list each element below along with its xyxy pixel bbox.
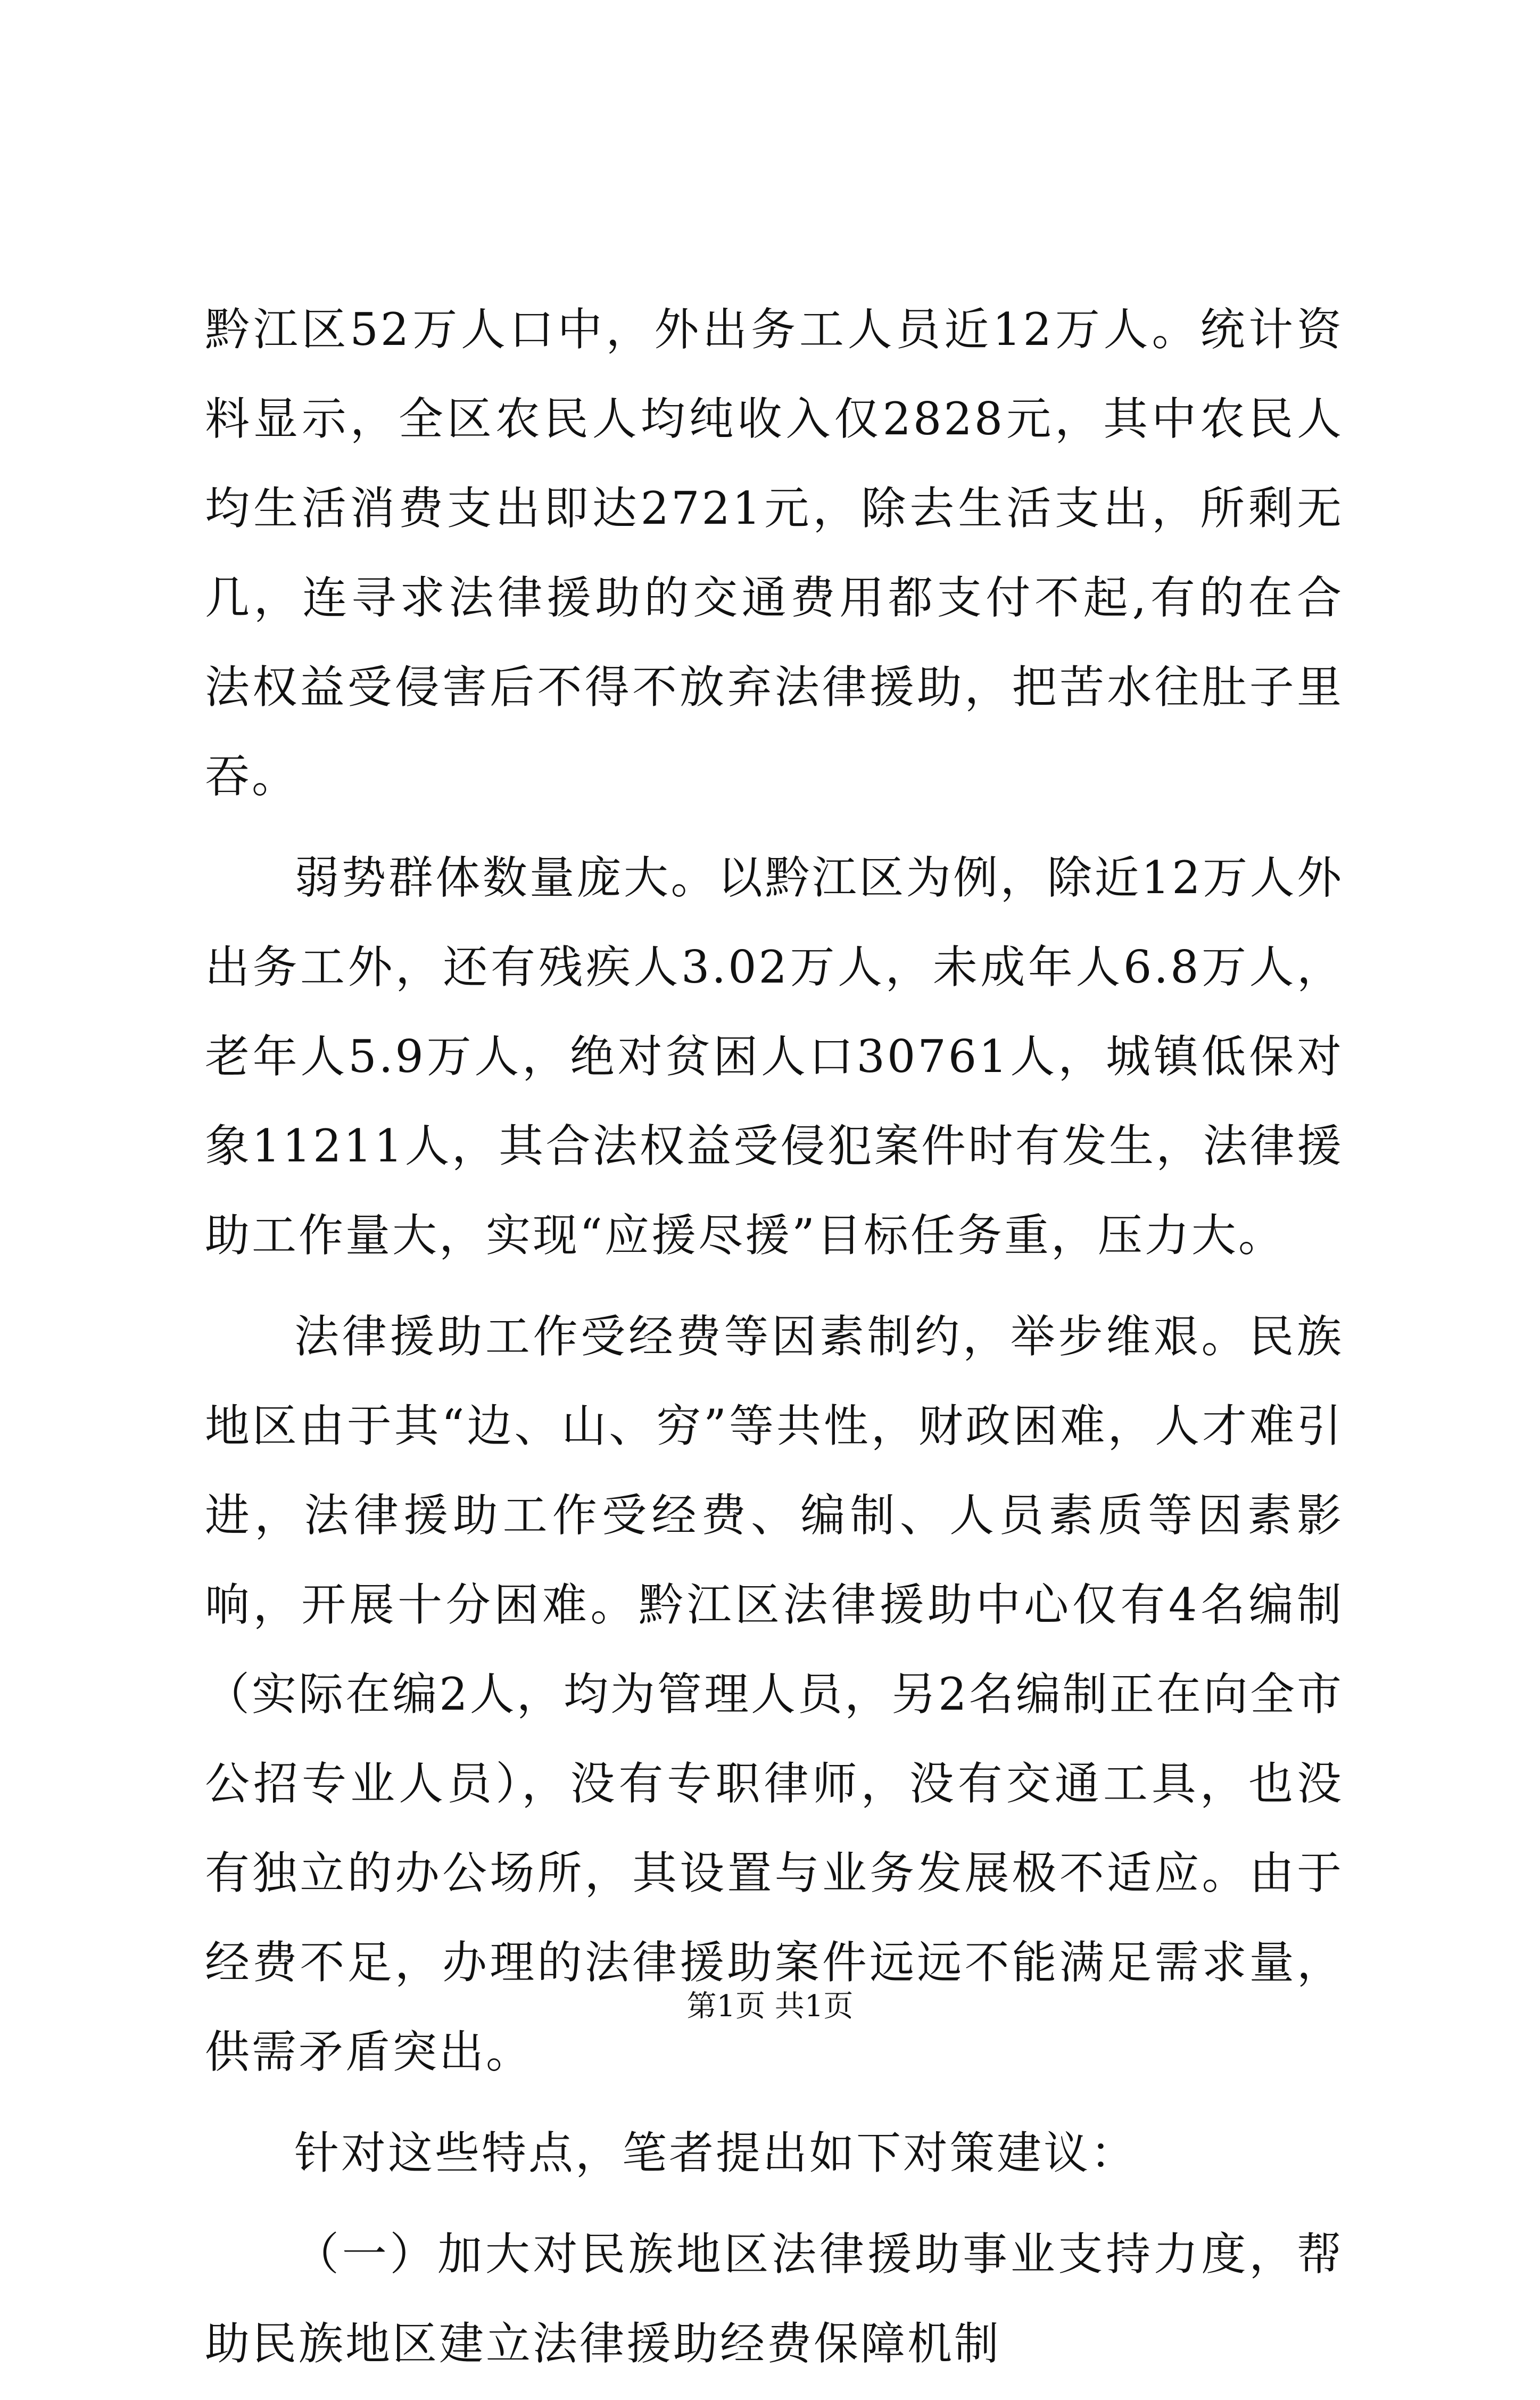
paragraph-vulnerable-groups: 弱势群体数量庞大。以黔江区为例，除近12万人外出务工外，还有残疾人3.02万人，未成年人6.8万人，老年人5.9万人，绝对贫困人口30761人，城镇低保对象11211人，其合法权益受侵犯案件时有发生，法律援助工作量大，实现“应援尽援”目标任务重，压力大。 bbox=[205, 852, 1344, 1261]
paragraph-income: 黔江区52万人口中，外出务工人员近12万人。统计资料显示，全区农民人均纯收入仅2828元，其中农民人均生活消费支出即达2721元，除去生活支出，所剩无几，连寻求法律援助的交通费用都支付不起,有的在合法权益受侵害后不得不放弃法律援助，把苦水往肚子里吞。 bbox=[205, 303, 1344, 803]
paragraph-suggestions-intro: 针对这些特点，笔者提出如下对策建议： bbox=[294, 2127, 1138, 2179]
section-heading-1: （一）加大对民族地区法律援助事业支持力度，帮助民族地区建立法律援助经费保障机制 bbox=[205, 2228, 1344, 2370]
paragraph-funding-constraints: 法律援助工作受经费等因素制约，举步维艰。民族地区由于其“边、山、穷”等共性，财政困难，人才难引进，法律援助工作受经费、编制、人员素质等因素影响，开展十分困难。黔江区法律援助中心仅有4名编制（实际在编2人，均为管理人员，另2名编制正在向全市公招专业人员），没有专职律师，没有交通工具，也没有独立的办公场所，其设置与业务发展极不适应。由于经费不足，办理的法律援助案件远远不能满足需求量，供需矛盾突出。 bbox=[205, 1310, 1344, 2078]
page-footer bbox=[0, 1985, 1540, 2028]
document-body bbox=[205, 285, 1344, 2400]
page-number-label: 第1页 共1页 bbox=[686, 1989, 854, 2024]
